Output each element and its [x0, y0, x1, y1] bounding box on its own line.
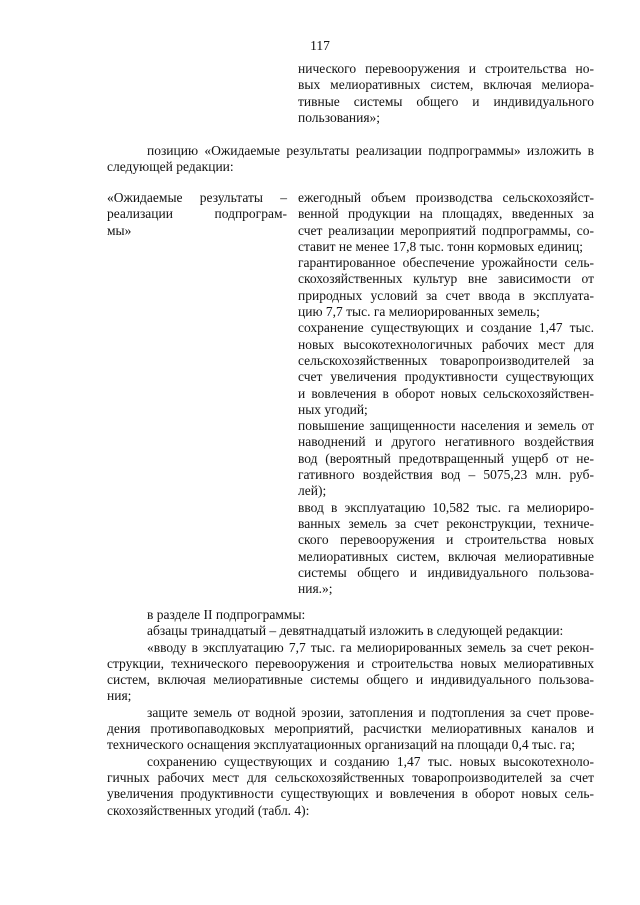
continued-text-block [298, 61, 594, 126]
text-line: лей); [298, 483, 327, 499]
text-line: ния; [107, 688, 132, 704]
text-line: систем, включая мелиоративные системы общего и индивидуального пользова- [107, 672, 594, 688]
text-line: скохозяйственных угодий (табл. 4): [107, 802, 310, 818]
text-line: технического оснащения эксплуатационных организаций на площади 0,4 тыс. га; [107, 737, 576, 753]
text-line: мы» [107, 222, 132, 238]
text-line: «Ожидаемые результаты – [107, 190, 287, 205]
text-line: ванных земель за счет реконструкции, техниче- [298, 515, 594, 531]
table-left-column [107, 190, 287, 239]
text-line: природных условий за счет ввода в эксплуата- [298, 287, 594, 303]
page-number: 117 [310, 38, 330, 53]
text-line: увеличения продуктивности существующих и вовлечения в оборот новых сель- [107, 786, 594, 802]
text-line: дения противопаводковых мероприятий, расчистки мелиоративных каналов и [107, 721, 594, 737]
text-line: счет реализации мероприятий подпрограммы, со- [298, 222, 594, 238]
text-line: повышение защищенности населения и земель от [298, 418, 594, 434]
text-line: ния.»; [298, 581, 333, 597]
text-line: цию 7,7 тыс. га мелиорированных земель; [298, 304, 540, 320]
text-line: сельскохозяйственных товаропроизводителей за [298, 352, 594, 368]
text-line: ежегодный объем производства сельскохозяйст- [298, 190, 594, 205]
text-line: гичных рабочих мест для сельскохозяйственных товаропроизводителей за счет [107, 769, 594, 785]
text-line: струкции, технического перевооружения и строительства новых мелиоративных [107, 655, 594, 671]
text-line: ставит не менее 17,8 тыс. тонн кормовых единиц; [298, 238, 584, 254]
text-line: в разделе II подпрограммы: [147, 607, 306, 622]
table-right-column [298, 190, 594, 597]
text-line: наводнений и другого негативного воздействия [298, 434, 594, 450]
text-line: вых мелиоративных систем, включая мелиора- [298, 77, 594, 93]
text-line: скохозяйственных культур вне зависимости от [298, 271, 594, 287]
text-line: ского перевооружения и строительства новых [298, 532, 594, 548]
text-line: защите земель от водной эрозии, затопления и подтопления за счет прове- [147, 704, 594, 720]
text-line: реализации подпрограм- [107, 206, 287, 222]
text-line: пользования»; [298, 109, 381, 125]
text-line: сохранению существующих и созданию 1,47 тыс. новых высокотехноло- [147, 753, 594, 769]
text-line: счет увеличения продуктивности существующих [298, 369, 594, 385]
text-line: и вовлечения в оборот новых сельскохозяйствен- [298, 385, 594, 401]
text-line: абзацы тринадцатый – девятнадцатый изложить в следующей редакции: [147, 623, 564, 639]
section-two-text [107, 607, 594, 819]
text-line: позицию «Ожидаемые результаты реализации подпрограммы» изложить в [147, 143, 594, 158]
text-line: тивные системы общего и индивидуального [298, 93, 594, 109]
text-line: ввод в эксплуатацию 10,582 тыс. га мелиориро- [298, 499, 594, 515]
text-line: «вводу в эксплуатацию 7,7 тыс. га мелиорированных земель за счет рекон- [147, 639, 594, 655]
text-line: гативного воздействия вод – 5075,23 млн. руб- [298, 467, 594, 483]
text-line: венной продукции на площадях, введенных за [298, 206, 594, 222]
intro-paragraph [107, 143, 594, 176]
text-line: системы общего и индивидуального пользова- [298, 564, 594, 580]
text-line: гарантированное обеспечение урожайности сель- [298, 255, 594, 271]
text-line: сохранение существующих и создание 1,47 тыс. [298, 320, 594, 336]
text-line: нического перевооружения и строительства но- [298, 61, 594, 76]
text-line: ных угодий; [298, 401, 368, 417]
text-line: новых высокотехнологичных рабочих мест для [298, 336, 594, 352]
text-line: следующей редакции: [107, 159, 234, 175]
text-line: вод (вероятный предотвращенный ущерб от не- [298, 450, 594, 466]
text-line: мелиоративных систем, включая мелиоративные [298, 548, 594, 564]
